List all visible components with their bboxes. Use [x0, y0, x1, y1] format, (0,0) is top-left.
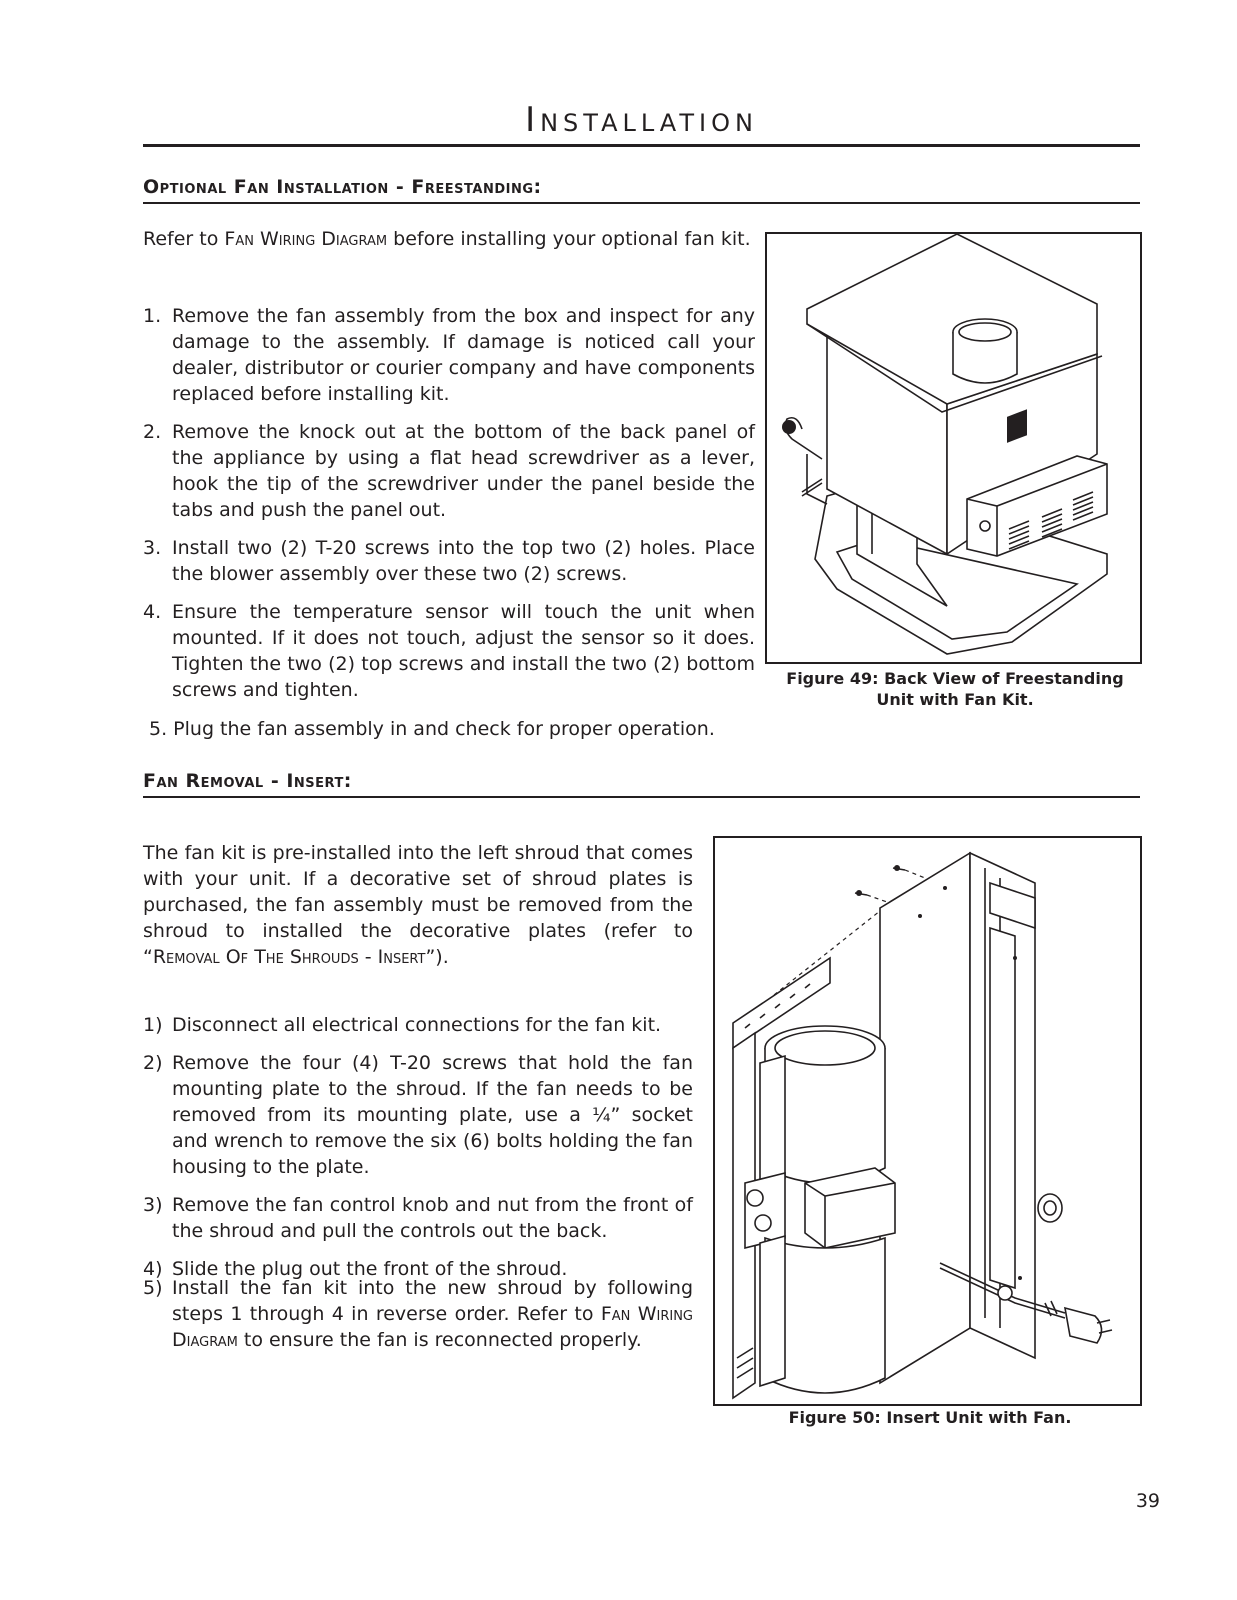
freestanding-steps-list — [143, 303, 755, 715]
fan-wiring-diagram-ref: Fan Wiring Diagram — [224, 228, 388, 250]
step-text: Remove the fan assembly from the box and inspect for any damage to the assembly. If damage is noticed call your dealer, distributor or courier company and have components replaced before installing kit. — [172, 305, 755, 405]
figure-50-caption: Figure 50: Insert Unit with Fan. — [788, 1408, 1072, 1427]
intro-text: Refer to — [143, 228, 225, 250]
step-text: Ensure the temperature sensor will touch the unit when mounted. If it does not touch, adjust the sensor so it does. Tighten the two (2) top screws and install the two (2) bottom screws and tighten. — [172, 601, 755, 701]
figure-49-caption: Figure 49: Back View of Freestanding Unit with Fan Kit. — [786, 669, 1124, 709]
section-heading-fan-installation: Optional Fan Installation - Freestanding: — [143, 176, 1140, 204]
insert-shroud-fan-illustration — [715, 838, 1140, 1404]
step-item — [143, 303, 755, 407]
step-text: Remove the four (4) T-20 screws that hold the fan mounting plate to the shroud. If the fan needs to be removed from its mounting plate, use a ¼” socket and wrench to remove the six (6) bolts holding the fan housing to the plate. — [172, 1052, 693, 1178]
step-number: 3. — [143, 537, 162, 559]
section1-intro — [143, 226, 755, 252]
title-rule — [143, 144, 1140, 147]
fan-wiring-diagram-ref-2: Fan Wiring Diagram — [172, 1303, 693, 1351]
step-number: 4) — [143, 1258, 163, 1280]
section-heading-fan-removal: Fan Removal - Insert: — [143, 770, 1140, 798]
step-text: Remove the knock out at the bottom of the back panel of the appliance by using a flat head screwdriver as a lever, hook the tip of the screwdriver under the panel beside the tabs and push the panel out. — [172, 421, 755, 521]
step-text: Slide the plug out the front of the shroud. — [172, 1258, 568, 1280]
intro-text-end: before installing your optional fan kit. — [387, 228, 751, 250]
removal-shrouds-ref: Removal Of The Shrouds - Insert — [152, 946, 426, 968]
step-text-end: to ensure the fan is reconnected properly. — [237, 1329, 642, 1351]
step-number: 2. — [143, 421, 162, 443]
step-text: Disconnect all electrical connections for the fan kit. — [172, 1014, 662, 1036]
page-number: 39 — [1135, 1490, 1160, 1512]
step-number: 2) — [143, 1052, 163, 1074]
step-text: Remove the fan control knob and nut from the front of the shroud and pull the controls out the back. — [172, 1194, 693, 1242]
freestanding-stove-fan-illustration — [767, 234, 1140, 662]
step-number: 1. — [143, 305, 162, 327]
step-number: 5) — [143, 1277, 163, 1299]
step-item — [143, 1192, 693, 1244]
insert-steps-list — [143, 1012, 693, 1294]
page-title: Installation — [525, 100, 758, 140]
section2-intro — [143, 840, 693, 970]
insert-step-5 — [143, 1275, 693, 1353]
intro2-text-end: ”). — [425, 946, 449, 968]
freestanding-step-5: 5. Plug the fan assembly in and check for proper operation. — [149, 718, 715, 740]
figure-50-box — [713, 836, 1142, 1406]
step-text: Install the fan kit into the new shroud by following steps 1 through 4 in reverse order. Refer to — [172, 1277, 693, 1325]
step-number: 3) — [143, 1194, 163, 1216]
step-item — [143, 1050, 693, 1180]
step-item — [143, 535, 755, 587]
intro2-text: The fan kit is pre-installed into the left shroud that comes with your unit. If a decorative set of shroud plates is purchased, the fan assembly must be removed from the shroud to installed the decorative plates (refer to “ — [143, 842, 693, 968]
step-item — [143, 599, 755, 703]
step-number: 1) — [143, 1014, 163, 1036]
step-item — [143, 1012, 693, 1038]
step-item — [143, 419, 755, 523]
step-text: Install two (2) T-20 screws into the top two (2) holes. Place the blower assembly over these two (2) screws. — [172, 537, 755, 585]
step-number: 4. — [143, 601, 162, 623]
figure-49-box — [765, 232, 1142, 664]
